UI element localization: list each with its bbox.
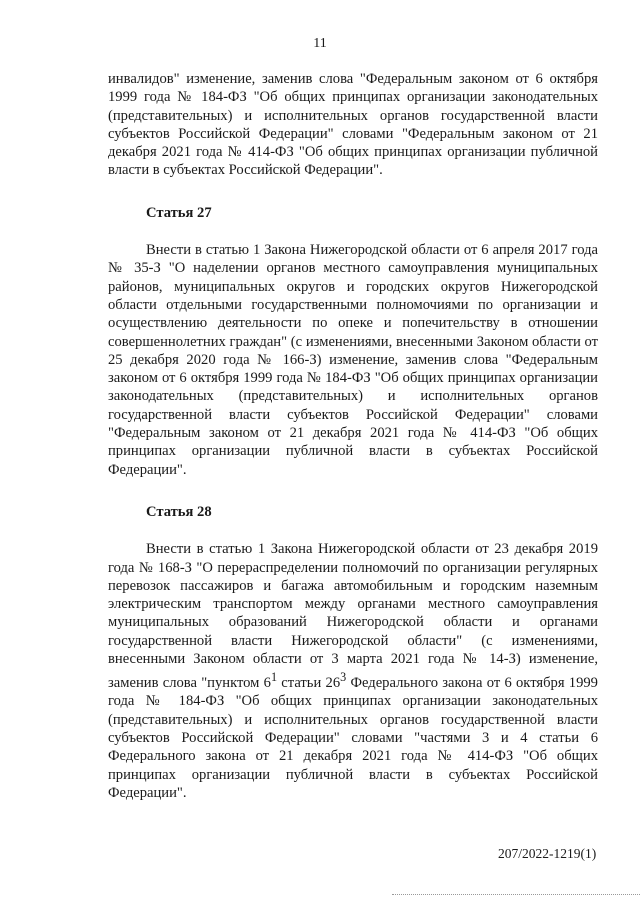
document-body [108,70,598,802]
article-28-text [108,540,598,802]
article-27-text: Внести в статью 1 Закона Нижегородской области от 6 апреля 2017 года № 35-З "О наделении органов местного самоуправления муниципальных районов, муниципальных округов и городских округов Нижегородской области отдельными государственными полномочиями по организации и осуществлению деятельности по опеке и попечительству в отношении совершеннолетних граждан" (с изменениями, внесенными Законом области от 25 декабря 2020 года № 166-З) изменение, заменив слова "Федеральным законом от 6 октября 1999 года № 184-ФЗ "Об общих принципах организации законодательных (представительных) и исполнительных органов государственной власти субъектов Российской Федерации" словами "Федеральным законом от 21 декабря 2021 года № 414-ФЗ "Об общих принципах организации публичной власти в субъектах Российской Федерации". [108,242,598,478]
article-28-text-part3: Федерального закона от 6 октября 1999 года № 184-ФЗ "Об общих принципах организации законодательных (представительных) и исполнительных органов государственной власти субъектов Российской Федерации" словами "частями 3 и 4 статьи 6 Федерального закона от 21 декабря 2021 года № 414-ФЗ "Об общих принципах организации публичной власти в субъектах Российской Федерации". [108,675,598,801]
article-28-sup2: 3 [340,670,347,685]
page-number: 11 [313,36,327,51]
article-28-text-part2: статьи 26 [277,675,341,692]
intro-paragraph: инвалидов" изменение, заменив слова "Федеральным законом от 6 октября 1999 года № 184-ФЗ "Об общих принципах организации законодательных (представительных) и исполнительных органов государственной власти субъектов Российской Федерации" словами "Федеральным законом от 21 декабря 2021 года № 414-ФЗ "Об общих принципах организации публичной власти в субъектах Российской Федерации". [108,71,598,179]
article-28-heading: Статья 28 [146,503,212,520]
document-code: 207/2022-1219(1) [498,846,597,861]
article-27-heading: Статья 27 [146,204,212,221]
article-28-text-part1: Внести в статью 1 Закона Нижегородской области от 23 декабря 2019 года № 168-З "О перераспределении полномочий по организации регулярных перевозок пассажиров и багажа автомобильным и городским наземным электрическим транспортом между органами местного самоуправления муниципальных образований Нижегородской области и органами государственной власти Нижегородской области" (с изменениями, внесенными Законом области от 3 марта 2021 года № 14-З) изменение, заменив слова "пунктом 6 [108,541,598,692]
article-28-sup1: 1 [270,670,278,685]
scan-artifact [392,894,640,898]
